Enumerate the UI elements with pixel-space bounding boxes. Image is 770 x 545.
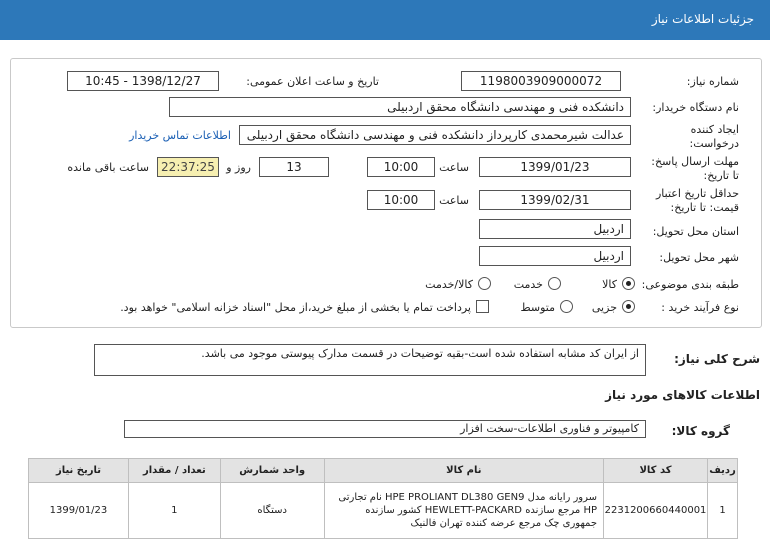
goods-group-field: کامپیوتر و فناوری اطلاعات-سخت افزار xyxy=(124,420,646,438)
goods-table-header xyxy=(29,459,738,483)
reply-time-field: 10:00 xyxy=(367,157,435,177)
reply-deadline-label-line2: تا تاریخ: xyxy=(703,169,739,182)
category-option-service: خدمت xyxy=(513,278,543,291)
reply-deadline-label-line1: مهلت ارسال پاسخ: xyxy=(651,155,739,168)
city-label: شهر محل تحویل: xyxy=(659,251,739,264)
days-label: روز و xyxy=(226,161,251,174)
goods-section-title: اطلاعات کالاهای مورد نیاز xyxy=(605,388,760,402)
summary-field: از ایران کد مشابه استفاده شده است-بقیه توضیحات در قسمت مدارک پیوستی موجود می باشد. xyxy=(94,344,646,376)
need-number-field: 1198003909000072 xyxy=(461,71,621,91)
goods-table xyxy=(28,458,738,539)
col-name: نام کالا xyxy=(324,459,603,483)
process-option-minor: جزیی xyxy=(591,301,617,314)
reply-date-field: 1399/01/23 xyxy=(479,157,631,177)
remaining-time-field: 22:37:25 xyxy=(157,157,219,177)
process-option-medium: متوسط xyxy=(520,301,555,314)
creator-field: عدالت شیرمحمدی کارپرداز دانشکده فنی و مهندسی دانشگاه محقق اردبیلی xyxy=(239,125,631,145)
row-index: 1 xyxy=(708,483,738,539)
announce-field: 1398/12/27 - 10:45 xyxy=(67,71,219,91)
need-number-label: شماره نیاز: xyxy=(686,75,739,88)
price-validity-time-field: 10:00 xyxy=(367,190,435,210)
col-unit: واحد شمارش xyxy=(220,459,324,483)
price-validity-label-line2: قیمت: تا تاریخ: xyxy=(670,201,739,214)
row-qty: 1 xyxy=(128,483,220,539)
col-qty: تعداد / مقدار xyxy=(128,459,220,483)
buyer-org-field: دانشکده فنی و مهندسی دانشگاه محقق اردبیلی xyxy=(169,97,631,117)
need-details-panel xyxy=(10,58,762,328)
creator-label-line2: درخواست: xyxy=(689,137,739,150)
summary-label: شرح کلی نیاز: xyxy=(674,352,760,366)
category-radio-goods[interactable] xyxy=(622,277,635,290)
category-label: طبقه بندی موضوعی: xyxy=(641,278,739,291)
row-date: 1399/01/23 xyxy=(29,483,129,539)
remaining-label: ساعت باقی مانده xyxy=(67,161,149,174)
price-validity-label-line1: حداقل تاریخ اعتبار xyxy=(655,187,739,200)
col-index: ردیف xyxy=(708,459,738,483)
announce-label: تاریخ و ساعت اعلان عمومی: xyxy=(246,75,379,88)
creator-label-line1: ایجاد کننده xyxy=(690,123,739,136)
category-option-goods: کالا xyxy=(602,278,617,291)
col-code: کد کالا xyxy=(604,459,708,483)
buyer-contact-link[interactable]: اطلاعات تماس خریدار xyxy=(129,129,231,142)
category-option-goods-service: کالا/خدمت xyxy=(425,278,473,291)
buyer-org-label: نام دستگاه خریدار: xyxy=(652,101,739,114)
category-radio-goods-service[interactable] xyxy=(478,277,491,290)
province-label: استان محل تحویل: xyxy=(652,225,739,238)
process-label: نوع فرآیند خرید : xyxy=(661,301,739,314)
row-code: 2231200660440001 xyxy=(604,483,708,539)
row-unit: دستگاه xyxy=(220,483,324,539)
reply-time-label: ساعت xyxy=(439,161,469,174)
page-title: جزئیات اطلاعات نیاز xyxy=(651,12,754,26)
category-radio-service[interactable] xyxy=(548,277,561,290)
col-date: تاریخ نیاز xyxy=(29,459,129,483)
row-name: سرور رایانه مدل HPE PROLIANT DL380 GEN9 نام تجارتی HP مرجع سازنده HEWLETT-PACKARD کشور سازنده جمهوری چک مرجع عرضه کننده تهران فالنیک xyxy=(324,483,603,539)
process-radio-minor[interactable] xyxy=(622,300,635,313)
goods-group-label: گروه کالا: xyxy=(671,424,730,438)
price-validity-time-label: ساعت xyxy=(439,194,469,207)
treasury-checkbox-label: پرداخت تمام یا بخشی از مبلغ خرید،از محل "اسناد خزانه اسلامی" خواهد بود. xyxy=(120,301,471,314)
price-validity-date-field: 1399/02/31 xyxy=(479,190,631,210)
city-field: اردبیل xyxy=(479,246,631,266)
remaining-days-field: 13 xyxy=(259,157,329,177)
process-radio-medium[interactable] xyxy=(560,300,573,313)
page-header xyxy=(0,0,770,40)
table-row xyxy=(29,483,738,539)
treasury-checkbox[interactable] xyxy=(476,300,489,313)
province-field: اردبیل xyxy=(479,219,631,239)
